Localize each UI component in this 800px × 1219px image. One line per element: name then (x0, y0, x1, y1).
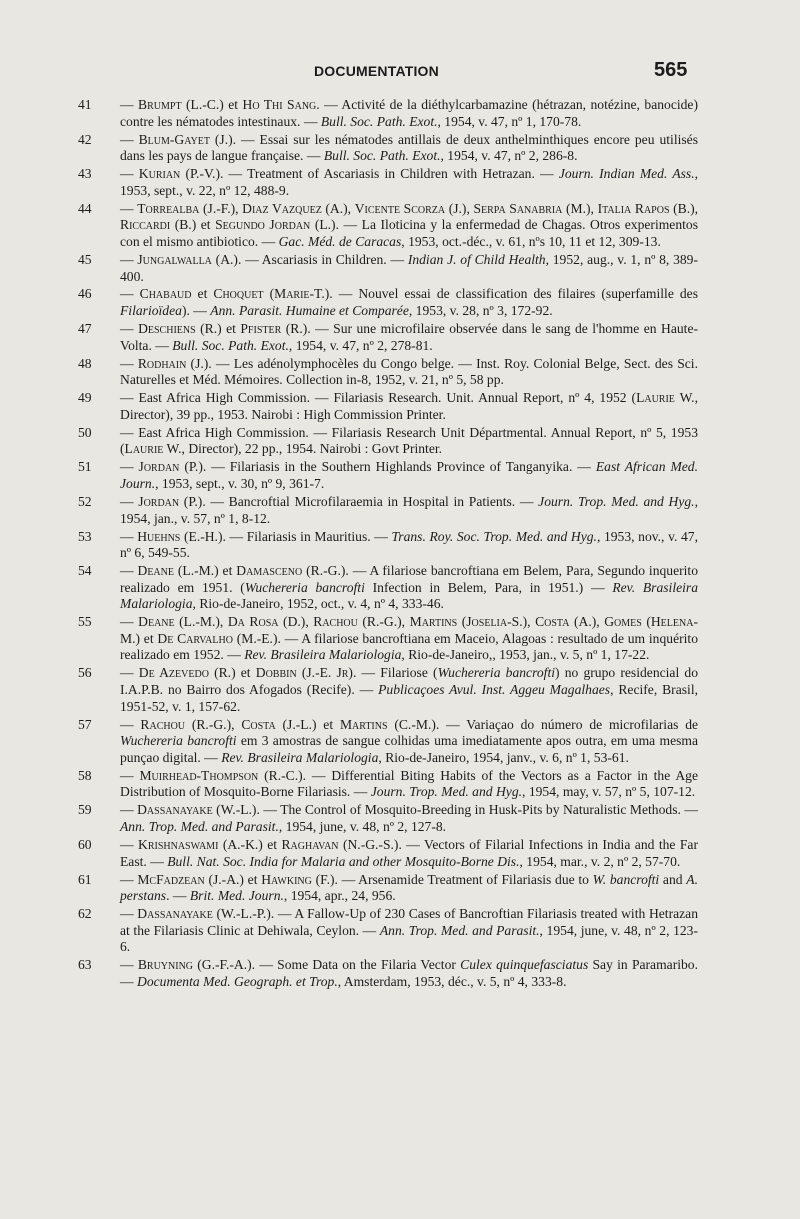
entry-number: 63 (78, 957, 92, 973)
running-head: DOCUMENTATION (314, 63, 439, 79)
entry-text: , 1954, mar., v. 2, nº 2, 57-70. (519, 853, 681, 869)
entry-text: . — Vectors of Filarial Infections in India and the Far East. — (120, 836, 698, 869)
entry-text: , 1954, v. 47, nº 2, 278-81. (288, 337, 433, 353)
entry-number: 54 (78, 563, 92, 579)
entry-text: — (120, 836, 139, 852)
entry-text: , 1954, v. 47, nº 1, 170-78. (437, 113, 582, 129)
author-name: Choquet (Marie-T.) (213, 286, 330, 302)
author-name: Rodhain (J.) (137, 355, 209, 371)
entry-text: . — Some Data on the Filaria Vector (251, 957, 461, 973)
author-name: Vicente Scorza (J.) (354, 200, 467, 216)
entry-number: 50 (78, 424, 92, 440)
entry-text: et (262, 836, 282, 852)
entry-number: 53 (78, 528, 92, 544)
entry-text: , 1954, may, v. 57, nº 5, 107-12. (522, 784, 696, 800)
author-name: Costa (J.-L.) (241, 716, 317, 732)
entry-text: , 1954, june, v. 48, nº 2, 123-6. (120, 922, 698, 955)
entry-text: , (590, 200, 598, 216)
author-name: Dassanayake (W.-L.) (137, 802, 257, 818)
author-name: Riccardi (B.) (120, 217, 197, 233)
entry-number: 61 (78, 871, 92, 887)
journal-title: Documenta Med. Geograph. et Trop. (137, 973, 338, 989)
entry-text: , (466, 200, 474, 216)
entry-text: — (120, 871, 138, 887)
entry-text: Say in Paramaribo. — (120, 957, 698, 989)
bibliography-entry (78, 459, 698, 492)
entry-text: , (527, 614, 536, 630)
author-name: Deane (L.-M.) (137, 563, 219, 579)
entry-text: . — (166, 888, 190, 904)
journal-title: Gac. Méd. de Caracas (278, 233, 402, 249)
entry-text: . — A filariose bancroftiana em Belem, Para, Segundo inquerito realizado em 1951. ( (120, 563, 698, 595)
entry-number: 59 (78, 802, 92, 818)
entry-text: — (120, 459, 139, 475)
bibliography-entry (78, 166, 698, 199)
bibliography-list (78, 97, 698, 992)
entry-text: et (243, 871, 262, 887)
entry-text: ). — (181, 303, 211, 319)
entry-number: 58 (78, 767, 92, 783)
entry-text: , 1953, oct.-déc., v. 61, nºs 10, 11 et 12, 309-13. (401, 233, 661, 249)
entry-text: et (140, 630, 158, 646)
bibliography-entry (78, 132, 698, 165)
entry-text: — East Africa High Commission. — Filariasis Research. Unit. Annual Report, nº 4, 1952 ( (120, 390, 637, 406)
entry-number: 42 (78, 131, 92, 147)
bibliography-entry (78, 717, 698, 767)
entry-number: 49 (78, 390, 92, 406)
bibliography-entry (78, 837, 698, 870)
author-name: Rachou (R.-G.) (140, 716, 232, 732)
journal-title: Rev. Brasileira Malariologia (221, 749, 379, 765)
entry-text: — (120, 321, 139, 337)
entry-text: ) no grupo residencial do I.A.P.B. no Bairro dos Afogados (Recife). — (120, 665, 698, 698)
entry-number: 52 (78, 493, 92, 509)
entry-number: 55 (78, 614, 92, 630)
entry-text: , Recife, Brasil, 1951-52, v. 1, 157-62. (120, 682, 698, 714)
entry-text: . — Filariasis in the Southern Highlands Province of Tanganyika. — (202, 459, 596, 475)
entry-text: , 1954, apr., 24, 956. (283, 888, 396, 904)
journal-title: Bull. Soc. Path. Exot. (323, 148, 441, 164)
entry-number: 45 (78, 251, 92, 267)
journal-title: Ann. Trop. Med. and Parasit. (120, 818, 279, 834)
author-name: Dassanayake (W.-L.-P.) (137, 906, 271, 922)
entry-text: . — The Control of Mosquito-Breeding in Husk-Pits by Naturalistic Methods. — (256, 802, 698, 818)
bibliography-entry (78, 872, 698, 905)
entry-text: et (191, 286, 214, 302)
author-name: Chabaud (139, 286, 192, 302)
entry-text: Infection in Belem, Para, in 1951.) — (364, 579, 613, 595)
entry-text: , (694, 200, 699, 216)
entry-text: — (120, 251, 138, 267)
entry-text: , (596, 614, 605, 630)
entry-text: — (120, 355, 138, 371)
bibliography-entry (78, 286, 698, 319)
bibliography-entry (78, 957, 698, 990)
entry-number: 57 (78, 716, 92, 732)
entry-text: . — Les adénolymphocèles du Congo belge. — Inst. Roy. Colonial Belge, Sect. des Sci. Naturelles et Méd. Mémoires. Collection in-8, 1952, v. 21, nº 5, 58 pp. (120, 355, 698, 388)
entry-text: . — Sur une microfilaire observée dans le sang de l'homme en Haute-Volta. — (120, 321, 699, 353)
entry-text: , (401, 614, 410, 630)
author-name: Kurian (P.-V.) (138, 166, 220, 182)
entry-text: , (231, 716, 242, 732)
entry-text: et (235, 665, 256, 681)
entry-text: , 1952, aug., v. 1, nº 8, 389-400. (120, 251, 699, 284)
bibliography-entry (78, 529, 698, 562)
bibliography-entry (78, 614, 698, 664)
journal-title: Journ. Indian Med. Ass. (558, 166, 695, 182)
entry-number: 41 (78, 97, 92, 112)
author-name: Raghavan (N.-G.-S.) (281, 836, 399, 852)
author-name: Jordan (P.) (138, 459, 203, 475)
bibliography-entry (78, 425, 698, 458)
author-name: Martins (Joselia-S.) (409, 614, 528, 630)
author-name: De Azevedo (R.) (138, 665, 236, 681)
author-name: Blum-Gayet (J.) (138, 131, 233, 147)
page-header (0, 60, 800, 86)
entry-text: , 1954, v. 47, nº 2, 286-8. (440, 148, 578, 164)
entry-text: — East Africa High Commission. — Filariasis Research Unit Départmental. Annual Report, nº 5, 1953 ( (120, 424, 698, 457)
journal-title: Rev. Brasileira Malariologia (120, 579, 699, 612)
entry-text: . — Nouvel essai de classification des filaires (superfamille des (329, 286, 699, 302)
author-name: Costa (A.) (535, 614, 597, 630)
entry-text: , 1953, nov., v. 47, nº 6, 549-55. (120, 528, 698, 561)
journal-title: Publicaçoes Avul. Inst. Aggeu Magalhaes (378, 682, 611, 698)
author-name: McFadzean (J.-A.) (137, 871, 244, 887)
bibliography-entry (78, 321, 698, 354)
entry-text: — (120, 493, 139, 509)
bibliography-entry (78, 494, 698, 527)
entry-number: 51 (78, 459, 92, 475)
author-name: Jungalwalla (A.) (137, 251, 238, 267)
author-name: Da Rosa (D.) (227, 614, 306, 630)
entry-number: 47 (78, 321, 92, 337)
journal-title: W. bancrofti (592, 871, 660, 887)
journal-title: East African Med. Journ. (120, 459, 698, 491)
journal-title: A. perstans (120, 871, 698, 904)
journal-title: Brit. Med. Journ. (189, 888, 284, 904)
entry-text: — (120, 166, 139, 182)
entry-text: et (316, 716, 340, 732)
bibliography-entry (78, 356, 698, 389)
journal-title: Culex quinquefasciatus (460, 957, 589, 973)
entry-text: — (120, 286, 140, 302)
author-name: De Carvalho (M.-E.) (157, 630, 278, 646)
author-name: Pfister (R.) (240, 321, 308, 337)
author-name: Brumpt (L.-C.) (138, 97, 224, 112)
entry-text: . — Bancroftial Microfilaraemia in Hospital in Patients. — (202, 493, 539, 509)
entry-text: — (120, 131, 139, 147)
entry-text: . — Filariasis in Mauritius. — (222, 528, 392, 544)
entry-text: — (120, 563, 138, 579)
entry-text: , 1953, v. 28, nº 3, 172-92. (408, 303, 553, 319)
entry-number: 48 (78, 355, 92, 371)
entry-text: W., Director), 22 pp., 1954. Nairobi : Govt Printer. (163, 441, 443, 457)
journal-title: Bull. Soc. Path. Exot. (320, 113, 438, 129)
bibliography-entry (78, 252, 698, 285)
entry-text: , Rio-de-Janeiro,, 1953, jan., v. 5, nº 1, 17-22. (401, 647, 650, 663)
bibliography-entry (78, 768, 698, 801)
entry-number: 62 (78, 906, 92, 922)
journal-title: Bull. Nat. Soc. India for Malaria and other Mosquito-Borne Dis. (167, 853, 520, 869)
bibliography-entry (78, 201, 698, 251)
journal-title: Journ. Trop. Med. and Hyg. (538, 493, 695, 509)
entry-text: , Rio-de-Janeiro, 1952, oct., v. 4, nº 4, 333-46. (192, 596, 444, 612)
author-name: Damasceno (R.-G.) (236, 563, 346, 579)
author-name: Deane (L.-M.) (138, 614, 220, 630)
author-name: Jordan (P.) (138, 493, 203, 509)
entry-text: — (120, 767, 140, 783)
author-name: Rachou (R.-G.) (313, 614, 402, 630)
entry-text: — (120, 200, 138, 216)
bibliography-entry (78, 97, 698, 130)
author-name: Laurie (636, 390, 675, 406)
author-name: Segundo Jordan (L.) (215, 217, 336, 233)
author-name: Deschiens (R.) (138, 321, 222, 337)
entry-text: , (219, 614, 228, 630)
journal-title: Wuchereria bancrofti (120, 733, 237, 749)
journal-title: Indian J. of Child Health (407, 251, 546, 267)
entry-text: . — Ascariasis in Children. — (237, 251, 408, 267)
journal-title: Trans. Roy. Soc. Trop. Med. and Hyg. (391, 528, 597, 544)
author-name: Diaz Vazquez (A.) (242, 200, 348, 216)
entry-text: , 1954, june, v. 48, nº 2, 127-8. (278, 818, 447, 834)
bibliography-entry (78, 906, 698, 956)
bibliography-entry (78, 802, 698, 835)
entry-text: — (120, 665, 139, 681)
entry-text: . — A Fallow-Up of 230 Cases of Bancroftian Filariasis treated with Hetrazan at the Filariasis Clinic at Dehiwala, Ceylon. — (120, 906, 698, 938)
author-name: Bruyning (G.-F.-A.) (137, 957, 252, 973)
entry-text: , 1953, sept., v. 30, nº 9, 361-7. (155, 475, 325, 491)
author-name: Krishnaswami (A.-K.) (138, 836, 263, 852)
entry-text: — (120, 716, 141, 732)
entry-text: , Rio-de-Janeiro, 1954, janv., v. 6, nº 1, 53-61. (378, 749, 629, 765)
entry-text: et (223, 97, 243, 112)
entry-text: , 1954, jan., v. 57, nº 1, 8-12. (120, 493, 698, 526)
entry-number: 44 (78, 200, 92, 216)
entry-text: et (221, 321, 241, 337)
journal-title: Ann. Parasit. Humaine et Comparée (210, 303, 409, 319)
entry-number: 56 (78, 665, 92, 681)
entry-text: — (120, 528, 138, 544)
author-name: Italia Rapos (B.) (597, 200, 695, 216)
entry-text: . — Treatment of Ascariasis in Children with Hetrazan. — (219, 166, 559, 182)
journal-title: Wuchereria bancrofti (244, 579, 365, 595)
author-name: Dobbin (J.-E. Jr) (255, 665, 353, 681)
entry-text: et (196, 217, 216, 233)
journal-title: Filarioïdea (120, 303, 182, 319)
author-name: Huehns (E.-H.) (137, 528, 223, 544)
entry-text: . — Essai sur les nématodes antillais de deux anthelminthiques encore peu utilisés dans les pays de langue française. — (120, 131, 698, 164)
journal-title: Bull. Soc. Path. Exot. (172, 337, 289, 353)
page-number: 565 (654, 59, 688, 81)
author-name: Gomes (Helena-M.) (120, 614, 698, 646)
journal-title: Wuchereria bancrofti (437, 665, 556, 681)
journal-title: Ann. Trop. Med. and Parasit. (379, 922, 540, 938)
entry-text: . — Differential Biting Habits of the Vectors as a Factor in the Age Distribution of Mosquito-Borne Filariasis. — (120, 767, 698, 800)
entry-text: . — La Iloticina y la enfermedad de Chagas. Otros experimentos con el mismo antibiotico. — (120, 217, 698, 249)
entry-text: — (120, 906, 138, 922)
entry-text: em 3 amostras de sangue colhidas uma imediatamente apos outra, em uma mesma punçao digital. — (120, 733, 699, 765)
bibliography-entry (78, 390, 698, 423)
author-name: Ho Thi Sang (242, 97, 317, 112)
entry-text: and (659, 871, 687, 887)
entry-text: , (305, 614, 314, 630)
entry-text: — (120, 614, 139, 630)
entry-text: , (347, 200, 355, 216)
author-name: Muirhead-Thompson (R.-C.) (139, 767, 303, 783)
entry-text: . — Filariose ( (352, 665, 438, 681)
journal-title: Rev. Brasileira Malariologia (244, 647, 402, 663)
entry-text: — (120, 97, 139, 112)
entry-text: — (120, 802, 138, 818)
entry-number: 43 (78, 166, 92, 182)
entry-text: . — Variaçao do número de microfilarias de (435, 716, 699, 732)
entry-text: , 1953, sept., v. 22, nº 12, 488-9. (120, 166, 699, 198)
author-name: Torrealba (J.-F.) (137, 200, 236, 216)
author-name: Serpa Sanabria (M.) (473, 200, 591, 216)
entry-number: 46 (78, 286, 92, 302)
entry-text: et (218, 563, 237, 579)
bibliography-entry (78, 563, 698, 613)
entry-text: . — A filariose bancroftiana em Maceio, Alagoas : resultado de um inquérito realizado em 1952. — (120, 630, 698, 663)
journal-title: Journ. Trop. Med. and Hyg. (370, 784, 523, 800)
author-name: Martins (C.-M.) (339, 716, 436, 732)
entry-text: — (120, 957, 138, 973)
entry-number: 60 (78, 836, 92, 852)
entry-text: W., Director), 39 pp., 1953. Nairobi : High Commission Printer. (120, 390, 698, 422)
entry-text: . — Arsenamide Treatment of Filariasis due to (334, 871, 593, 887)
entry-text: , Amsterdam, 1953, déc., v. 5, nº 4, 333-8. (337, 973, 567, 989)
entry-text: . — Activité de la diéthylcarbamazine (hétrazan, notézine, banocide) contre les nématodes intestinaux. — (120, 97, 698, 129)
author-name: Laurie (124, 441, 164, 457)
entry-text: , (235, 200, 243, 216)
author-name: Hawking (F.) (261, 871, 335, 887)
bibliography-entry (78, 665, 698, 715)
